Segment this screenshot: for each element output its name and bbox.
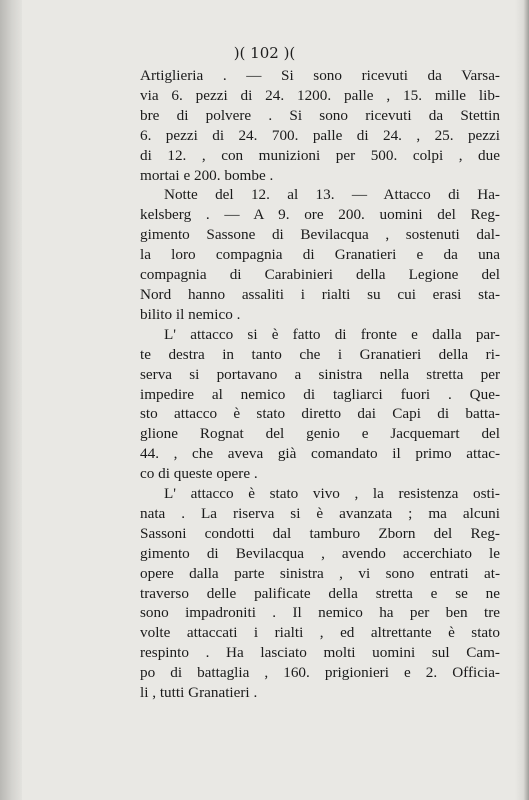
text-line: respinto . Ha lasciato molti uomini sul Cam- [140, 644, 500, 662]
text-line: compagnia di Carabinieri della Legione del [140, 266, 500, 284]
text-line: la loro compagnia di Granatieri e da una [140, 246, 500, 264]
text-line: serva si portavano a sinistra nella stretta per [140, 365, 500, 383]
text-line: Nord hanno assaliti i rialti su cui erasi sta- [140, 285, 500, 303]
page-binding-shadow [0, 0, 22, 800]
text-line: sto attacco è stato diretto dai Capi di batta- [140, 405, 500, 423]
text-line: bilito il nemico . [140, 305, 241, 323]
text-line: Notte del 12. al 13. — Attacco di Ha- [164, 186, 500, 204]
text-line: traverso delle palificate della stretta e se ne [140, 584, 500, 602]
body-text [140, 66, 500, 703]
text-line: nata . La riserva si è avanzata ; ma alcuni [140, 504, 500, 522]
text-line: gimento Sassone di Bevilacqua , sostenuti dal- [140, 226, 500, 244]
text-line: volte attaccati i rialti , ed altrettante è stato [140, 624, 500, 642]
text-line: sono impadroniti . Il nemico ha per ben tre [140, 604, 500, 622]
text-line: 6. pezzi di 24. 700. palle di 24. , 25. pezzi [140, 126, 500, 144]
text-line: li , tutti Granatieri . [140, 684, 258, 702]
text-line: 44. , che aveva già comandato il primo attac- [140, 445, 500, 463]
text-line: te destra in tanto che i Granatieri della ri- [140, 345, 500, 363]
page-edge-shadow [515, 0, 529, 800]
text-line: gimento di Bevilacqua , avendo accerchiato le [140, 544, 500, 562]
text-line: impedire al nemico di tagliarci fuori . Que- [140, 385, 500, 403]
text-line: via 6. pezzi di 24. 1200. palle , 15. mille lib- [140, 86, 500, 104]
text-line: L' attacco si è fatto di fronte e dalla par- [164, 325, 500, 343]
text-line: glione Rognat del genio e Jacquemart del [140, 425, 500, 443]
text-line: kelsberg . — A 9. ore 200. uomini del Reg- [140, 206, 500, 224]
text-line: L' attacco è stato vivo , la resistenza osti- [164, 485, 500, 503]
text-line: bre di polvere . Si sono ricevuti da Stettin [140, 106, 500, 124]
text-line: po di battaglia , 160. prigionieri e 2. Officia- [140, 664, 500, 682]
text-line: co di queste opere . [140, 465, 258, 483]
text-line: mortai e 200. bombe . [140, 166, 274, 184]
text-line: Sassoni condotti dal tamburo Zborn del Reg- [140, 524, 500, 542]
page-number-header: )( 102 )( [233, 44, 296, 62]
text-line: di 12. , con munizioni per 500. colpi , due [140, 146, 500, 164]
text-line: opere dalla parte sinistra , vi sono entrati at- [140, 564, 500, 582]
text-line: Artiglieria . — Si sono ricevuti da Varsa- [140, 67, 500, 84]
